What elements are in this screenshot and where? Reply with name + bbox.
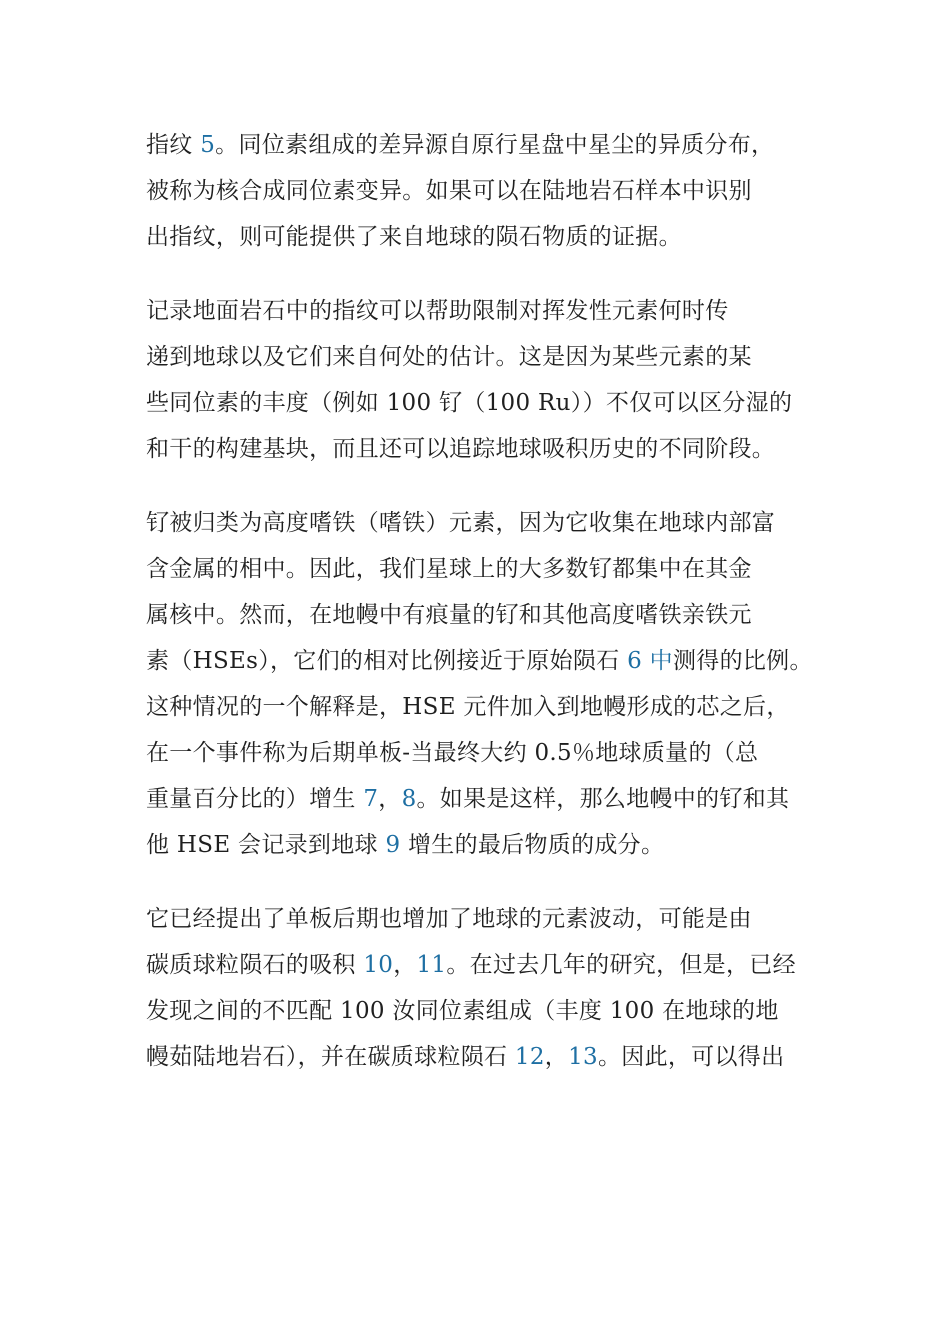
paragraph — [146, 288, 816, 472]
citation-link[interactable]: 6 中 — [627, 648, 673, 674]
text-line — [146, 380, 816, 426]
text-line — [146, 942, 816, 988]
text-segment: 被称为核合成同位素变异。如果可以在陆地岩石样本中识别 — [146, 178, 752, 204]
text-segment: 这种情况的一个解释是，HSE 元件加入到地幔形成的芯之后， — [146, 694, 790, 720]
text-segment: 素（HSEs），它们的相对比例接近于原始陨石 — [146, 648, 628, 674]
text-segment: 。同位素组成的差异源自原行星盘中星尘的异质分布， — [215, 132, 775, 158]
text-segment: 些同位素的丰度（例如 100 钌（100 Ru））不仅可以区分湿的 — [146, 390, 793, 416]
text-segment: 属核中。然而，在地幔中有痕量的钌和其他高度嗜铁亲铁元 — [146, 602, 752, 628]
text-segment: 记录地面岩石中的指纹可以帮助限制对挥发性元素何时传 — [146, 298, 729, 324]
text-segment: 它已经提出了单板后期也增加了地球的元素波动，可能是由 — [146, 906, 752, 932]
text-segment: 他 HSE 会记录到地球 — [146, 832, 386, 858]
text-segment: 发现之间的不匹配 100 汝同位素组成（丰度 100 在地球的地 — [146, 998, 779, 1024]
text-segment: ， — [544, 1044, 569, 1070]
citation-link[interactable]: 10 — [363, 952, 394, 978]
text-line — [146, 426, 816, 472]
text-line — [146, 122, 816, 168]
text-segment: ， — [378, 786, 402, 812]
text-line — [146, 288, 816, 334]
citation-link[interactable]: 5 — [200, 132, 216, 158]
text-segment: 测得的比例。 — [672, 648, 813, 674]
text-segment: 递到地球以及它们来自何处的估计。这是因为某些元素的某 — [146, 344, 752, 370]
text-segment: 含金属的相中。因此，我们星球上的大多数钌都集中在其金 — [146, 556, 752, 582]
paragraph — [146, 896, 816, 1080]
citation-link[interactable]: 7 — [363, 786, 379, 812]
text-segment: 和干的构建基块，而且还可以追踪地球吸积历史的不同阶段。 — [146, 436, 776, 462]
text-segment: 出指纹，则可能提供了来自地球的陨石物质的证据。 — [146, 224, 682, 250]
text-segment: 。在过去几年的研究，但是，已经 — [446, 952, 796, 978]
text-segment: 。如果是这样，那么地幔中的钌和其 — [416, 786, 790, 812]
text-line — [146, 500, 816, 546]
text-line — [146, 334, 816, 380]
text-segment: 。因此，可以得出 — [597, 1044, 785, 1070]
text-segment: 钌被归类为高度嗜铁（嗜铁）元素，因为它收集在地球内部富 — [146, 510, 776, 536]
citation-link[interactable]: 9 — [385, 832, 401, 858]
text-line — [146, 592, 816, 638]
citation-link[interactable]: 11 — [416, 952, 447, 978]
text-segment: 碳质球粒陨石的吸积 — [146, 952, 364, 978]
text-line — [146, 1034, 816, 1080]
text-segment: 重量百分比的）增生 — [146, 786, 364, 812]
text-line — [146, 896, 816, 942]
paragraph — [146, 122, 816, 260]
text-line — [146, 684, 816, 730]
document-body — [146, 122, 816, 1108]
text-segment: ， — [393, 952, 417, 978]
text-line — [146, 638, 816, 684]
text-segment: 增生的最后物质的成分。 — [400, 832, 665, 858]
text-line — [146, 214, 816, 260]
text-line — [146, 546, 816, 592]
text-line — [146, 168, 816, 214]
text-line — [146, 730, 816, 776]
text-segment: 指纹 — [146, 132, 201, 158]
text-line — [146, 776, 816, 822]
citation-link[interactable]: 13 — [568, 1044, 598, 1070]
text-segment: 在一个事件称为后期单板-当最终大约 0.5％地球质量的（总 — [146, 740, 759, 766]
text-segment: 幔茹陆地岩石），并在碳质球粒陨石 — [146, 1044, 515, 1070]
text-line — [146, 822, 816, 868]
citation-link[interactable]: 8 — [401, 786, 417, 812]
paragraph — [146, 500, 816, 868]
citation-link[interactable]: 12 — [514, 1044, 545, 1070]
text-line — [146, 988, 816, 1034]
